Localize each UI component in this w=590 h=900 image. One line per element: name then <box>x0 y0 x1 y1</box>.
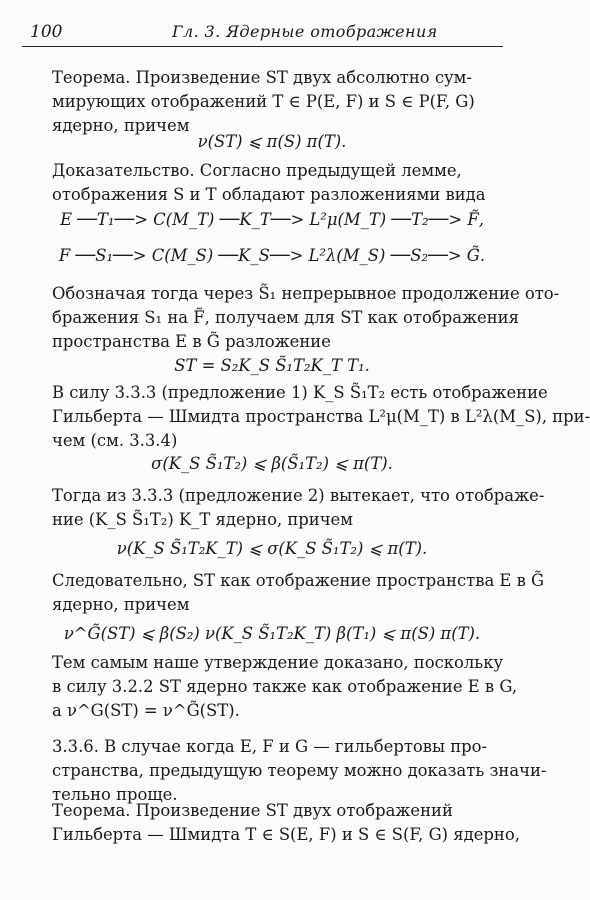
formula-st-decomposition: ST = S₂K_S S̃₁T₂K_T T₁. <box>174 356 370 375</box>
formula-decomposition-s: F ──S₁──> C(M_S) ──K_S──> L²λ(M_S) ──S₂──> G̃. <box>58 246 486 265</box>
paragraph-proposition-2 <box>52 484 545 532</box>
running-title: Гл. 3. Ядерные отображения <box>172 22 438 41</box>
formula-nu-bound: ν(K_S S̃₁T₂K_T) ⩽ σ(K_S S̃₁T₂) ⩽ π(T). <box>116 539 428 558</box>
page-header <box>22 20 503 47</box>
text-line: Гильберта — Шмидта T ∈ S(E, F) и S ∈ S(F, G) ядерно, <box>52 825 520 844</box>
text-line: Теорема. Произведение ST двух абсолютно сум- <box>52 68 472 87</box>
formula-final-bound: ν^G̃(ST) ⩽ β(S₂) ν(K_S S̃₁T₂K_T) β(T₁) ⩽ π(S) π(T). <box>63 624 481 643</box>
text-line: 3.3.6. В случае когда E, F и G — гильбертовы про- <box>52 737 488 756</box>
formula-nu-st: ν(ST) ⩽ π(S) π(T). <box>197 132 347 151</box>
text-line: пространства E в G̃ разложение <box>52 332 331 351</box>
paragraph-extension <box>52 282 560 354</box>
text-line: а ν^G(ST) = ν^G̃(ST). <box>52 701 240 720</box>
formula-sigma: σ(K_S S̃₁T₂) ⩽ β(S̃₁T₂) ⩽ π(T). <box>151 454 393 473</box>
text-line: ядерно, причем <box>52 595 190 614</box>
text-line: В силу 3.3.3 (предложение 1) K_S S̃₁T₂ есть отображение <box>52 383 548 402</box>
text-line: в силу 3.2.2 ST ядерно также как отображение E в G, <box>52 677 518 696</box>
text-line: тельно проще. <box>52 785 178 804</box>
text-line: мирующих отображений T ∈ P(E, F) и S ∈ P(F, G) <box>52 92 475 111</box>
text-line: ядерно, причем <box>52 116 190 135</box>
text-line: Тем самым наше утверждение доказано, поскольку <box>52 653 504 672</box>
text-line: Теорема. Произведение ST двух отображений <box>52 801 453 820</box>
proof-intro <box>52 159 492 207</box>
page-number: 100 <box>30 22 63 42</box>
text-line: ние (K_S S̃₁T₂) K_T ядерно, причем <box>52 510 353 529</box>
text-line: Тогда из 3.3.3 (предложение 2) вытекает, что отображе- <box>52 486 545 505</box>
text-line: странства, предыдущую теорему можно доказать значи- <box>52 761 547 780</box>
text-line: чем (см. 3.3.4) <box>52 431 178 450</box>
paragraph-consequently <box>52 569 545 617</box>
theorem-2-statement <box>52 799 520 847</box>
text-line: Обозначая тогда через S̃₁ непрерывное продолжение ото- <box>52 284 560 303</box>
theorem-1-statement <box>52 66 492 138</box>
formula-decomposition-t: E ──T₁──> C(M_T) ──K_T──> L²μ(M_T) ──T₂──> F̃, <box>60 210 484 229</box>
text-line: Следовательно, ST как отображение пространства E в G̃ <box>52 571 545 590</box>
text-line: Гильберта — Шмидта пространства L²μ(M_T) в L²λ(M_S), при- <box>52 407 590 426</box>
section-3-3-6 <box>52 735 547 807</box>
text-line: отображения S и T обладают разложениями вида <box>52 185 486 204</box>
paragraph-conclusion <box>52 651 518 723</box>
text-line: Доказательство. Согласно предыдущей лемме, <box>52 161 462 180</box>
paragraph-hilbert-schmidt <box>52 381 590 453</box>
text-line: бражения S₁ на F̃, получаем для ST как отображения <box>52 308 519 327</box>
